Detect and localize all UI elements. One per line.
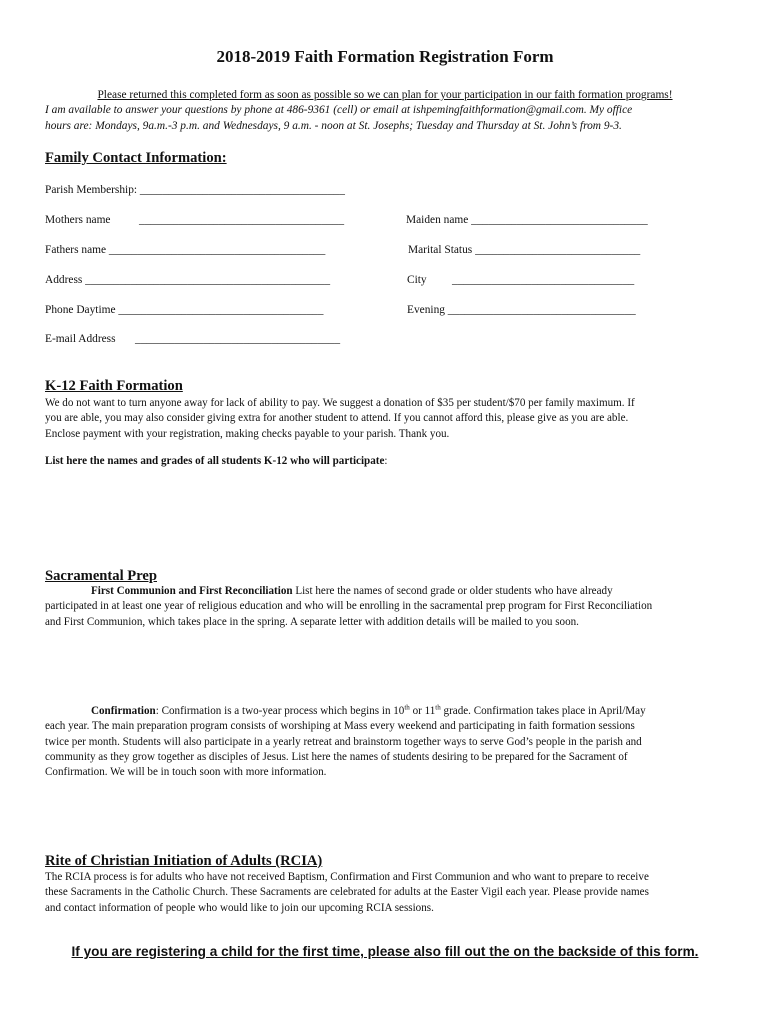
- confirmation-line: each year. The main preparation program consists of worshiping at Mass every weekend and participating in faith formation sessions: [45, 720, 635, 733]
- confirmation-text: or 11: [409, 705, 436, 717]
- k12-list-colon: :: [384, 455, 388, 467]
- first-communion-line: participated in at least one year of religious education and who will be enrolling in the sacramental prep program for First Reconciliation: [45, 600, 653, 613]
- rcia-paragraph: [45, 870, 735, 916]
- first-communion-paragraph: [45, 584, 735, 630]
- backside-notice: If you are registering a child for the first time, please also fill out the on the backside of this form.: [71, 944, 699, 959]
- evening-phone-field[interactable]: Evening _________________________________: [407, 304, 636, 316]
- intro-contact: I am available to answer your questions by phone at 486-9361 (cell) or email at ishpemingfaithformation@gmail.com. My office: [45, 104, 633, 116]
- confirmation-title: Confirmation: [91, 705, 156, 717]
- intro-request: Please returned this completed form as soon as possible so we can plan for your participation in our faith formation programs!: [97, 89, 673, 101]
- email-label: E-mail Address: [45, 333, 116, 345]
- mothers-name-field[interactable]: ____________________________________: [139, 214, 345, 226]
- first-communion-title: First Communion and First Reconciliation: [91, 585, 293, 597]
- confirmation-text: grade. Confirmation takes place in April/May: [440, 705, 646, 717]
- city-field[interactable]: ________________________________: [452, 274, 635, 286]
- marital-status-field[interactable]: Marital Status _____________________________: [408, 244, 641, 256]
- parish-membership-field[interactable]: Parish Membership: ____________________________________: [45, 184, 345, 196]
- intro-office-hours: hours are: Mondays, 9a.m.-3 p.m. and Wednesdays, 9 a.m. - noon at St. Josephs; Tuesday and Thursday at St. John’s from 9-3.: [45, 120, 622, 132]
- rcia-line: The RCIA process is for adults who have not received Baptism, Confirmation and First Communion and who want to prepare to receive: [45, 871, 649, 883]
- family-contact-heading: Family Contact Information:: [45, 150, 227, 166]
- address-field[interactable]: Address ___________________________________________: [45, 274, 331, 286]
- k12-line: We do not want to turn anyone away for lack of ability to pay. We suggest a donation of $35 per student/$70 per family maximum. If: [45, 397, 635, 409]
- daytime-phone-field[interactable]: Phone Daytime ____________________________________: [45, 304, 324, 316]
- k12-list-instruction: [45, 454, 735, 469]
- first-communion-line: and First Communion, which takes place in the spring. A separate letter with addition details will be mailed to you soon.: [45, 615, 579, 628]
- maiden-name-field[interactable]: Maiden name _______________________________: [406, 214, 648, 226]
- k12-heading: K-12 Faith Formation: [45, 378, 183, 394]
- confirmation-line: community as they grow together as disciples of Jesus. List here the names of students desiring to be prepared for the Sacrament of: [45, 750, 628, 763]
- confirmation-paragraph: [45, 704, 735, 780]
- sacramental-prep-heading: Sacramental Prep: [45, 568, 157, 584]
- rcia-heading: Rite of Christian Initiation of Adults (RCIA): [45, 853, 323, 869]
- form-title: 2018-2019 Faith Formation Registration Form: [216, 47, 554, 66]
- k12-list-label: List here the names and grades of all students K-12 who will participate: [45, 455, 385, 467]
- k12-paragraph: [45, 396, 735, 442]
- k12-line: Enclose payment with your registration, making checks payable to your parish. Thank you.: [45, 427, 450, 440]
- k12-line: you are able, you may also consider giving extra for another student to attend. If you cannot afford this, please give as you are able.: [45, 412, 629, 425]
- fathers-name-field[interactable]: Fathers name ______________________________________: [45, 244, 326, 256]
- rcia-line: and contact information of people who would like to join our upcoming RCIA sessions.: [45, 901, 434, 914]
- rcia-line: these Sacraments in the Catholic Church. These Sacraments are celebrated for adults at the Easter Vigil each year. Please provide names: [45, 886, 649, 899]
- confirmation-line: Confirmation. We will be in touch soon with more information.: [45, 766, 327, 779]
- superscript: th: [435, 703, 441, 712]
- first-communion-text: List here the names of second grade or older students who have already: [292, 585, 613, 597]
- mothers-name-label: Mothers name: [45, 214, 111, 226]
- superscript: th: [404, 703, 410, 712]
- confirmation-line: twice per month. Students will also participate in a yearly retreat and brainstorm together ways to serve God’s people in the parish and: [45, 735, 642, 748]
- email-field[interactable]: ____________________________________: [135, 333, 341, 345]
- city-label: City: [407, 274, 427, 286]
- confirmation-text: : Confirmation is a two-year process which begins in 10: [155, 705, 405, 717]
